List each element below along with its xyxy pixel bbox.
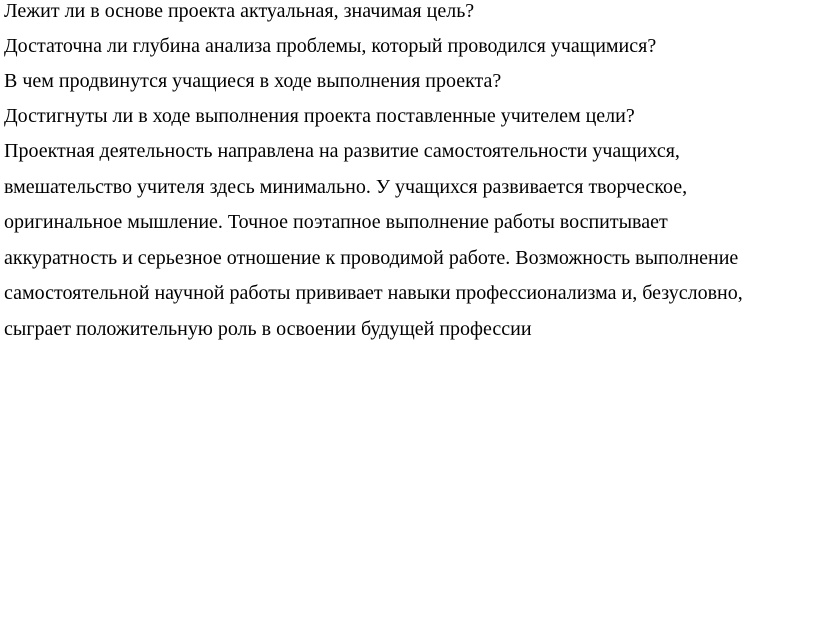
question-2: Достаточна ли глубина анализа проблемы, который проводился учащимися? — [4, 35, 657, 57]
conclusion-paragraph — [4, 134, 804, 347]
paragraph-line-6: сыграет положительную роль в освоении будущей профессии — [4, 317, 532, 340]
paragraph-line-5: самостоятельной научной работы прививает навыки профессионализма и, безусловно, — [4, 282, 743, 304]
paragraph-line-2: вмешательство учителя здесь минимально. У учащихся развивается творческое, — [4, 175, 688, 198]
paragraph-line-4: аккуратность и серьезное отношение к проводимой работе. Возможность выполнение — [4, 246, 739, 269]
paragraph-line-1: Проектная деятельность направлена на развитие самостоятельности учащихся, — [4, 140, 680, 162]
paragraph-line-3: оригинальное мышление. Точное поэтапное выполнение работы воспитывает — [4, 211, 668, 233]
question-3: В чем продвинутся учащиеся в ходе выполнения проекта? — [4, 70, 502, 92]
question-4: Достигнуты ли в ходе выполнения проекта поставленные учителем цели? — [4, 105, 635, 127]
document-body — [4, 0, 816, 347]
question-1: Лежит ли в основе проекта актуальная, значимая цель? — [4, 0, 475, 22]
question-list — [4, 0, 816, 134]
